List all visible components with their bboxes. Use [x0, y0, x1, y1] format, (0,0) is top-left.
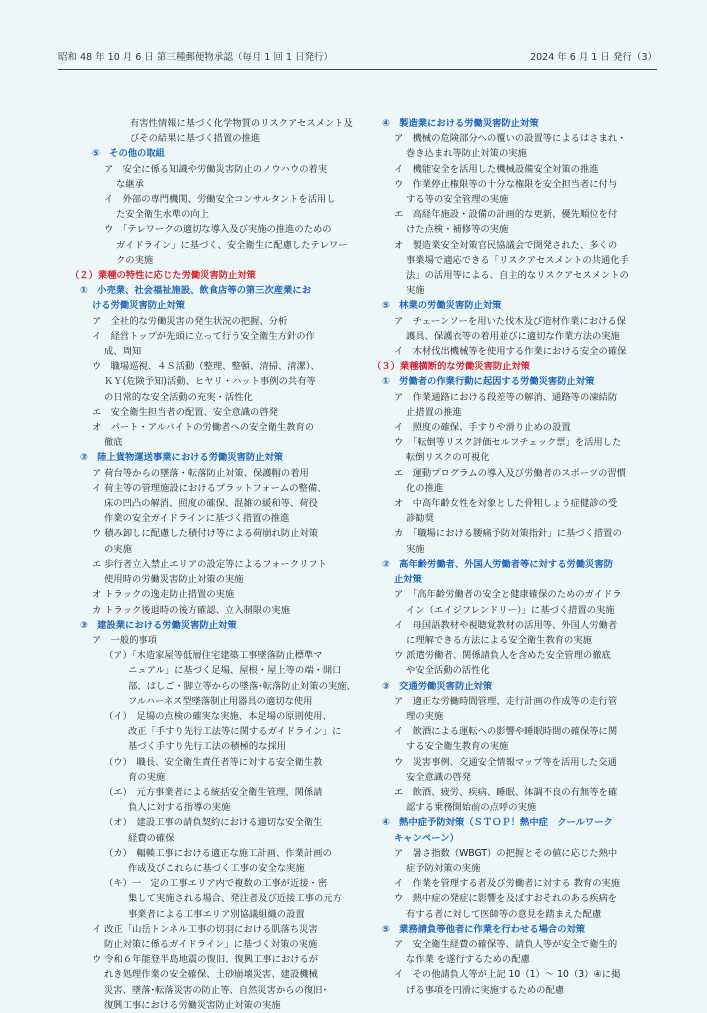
- text-line: 化の推進: [406, 482, 444, 494]
- text-line: （オ） 建設工事の請負契約における適切な安全衛生: [104, 817, 323, 829]
- text-line: 使用時の労働災害防止対策の実施: [104, 574, 244, 586]
- text-line: イ 飲酒による運転への影響や睡眠時間の確保等に関: [394, 726, 618, 738]
- section-heading: ④ 熱中症予防対策（ＳＴＯＰ！熱中症 クールワーク: [382, 817, 613, 829]
- text-line: オ パート・アルバイトの労働者への安全衛生教育の: [92, 422, 315, 434]
- text-line: ア 機械の危険部分への覆いの設置等によるはさまれ・: [394, 133, 627, 145]
- text-line: 理の実施: [406, 710, 444, 722]
- text-line: ア 作業通路における段差等の解消、通路等の凍結防: [394, 391, 618, 403]
- text-line: ウ 職場巡視、４Ｓ活動（整理、整頓、清掃、清潔）、: [92, 361, 320, 373]
- text-line: や安全活動の活性化: [406, 665, 490, 677]
- left-column: [70, 116, 370, 1013]
- text-line: 有害性情報に基づく化学物質のリスクアセスメント及: [130, 118, 353, 129]
- text-line: 作業の安全ガイドラインに基づく措置の推進: [104, 513, 290, 525]
- text-line: ア 適正な労働時間管理、走行計画の作成等の走行管: [394, 695, 618, 707]
- text-line: ウ 「転倒等リスク評価セルフチェック票」を活用した: [394, 437, 622, 449]
- text-line: 作成及びこれらに基づく工事の安全な実施: [128, 862, 305, 874]
- text-line: 防止対策に係るガイドライン」に基づく対策の実施: [104, 938, 318, 950]
- text-line: 巻き込まれ等防止対策の実施: [406, 148, 527, 160]
- text-line: 事業者による工事エリア別協議組織の設置: [128, 908, 305, 920]
- section-heading: ① 小売業、社会福祉施設、飲食店等の第三次産業にお: [80, 285, 311, 297]
- text-line: ガイドライン」に基づく、安全衛生に配慮したテレワー: [116, 239, 348, 251]
- text-line: ニュアル」に基づく足場、屋根・屋上等の端・開口: [128, 665, 342, 677]
- text-line: カ 「職場における腰痛予防対策指針」に基づく措置の: [394, 528, 622, 540]
- text-line: 負人に対する指導の実施: [128, 802, 231, 814]
- text-line: 改正「手すり先行工法等に関するガイドライン」に: [128, 726, 342, 738]
- text-line: エ 飲酒、疲労、疾病、睡眠、体調不良の有無等を確: [394, 786, 618, 798]
- text-line: エ 歩行者立入禁止エリアの設定等によるフォークリフト: [92, 558, 327, 570]
- text-line: 事業場で適応できる「リスクアセスメントの共通化手: [406, 254, 629, 266]
- text-line: 床の凹凸の解消、照度の確保、混雑の緩和等、荷役: [104, 498, 318, 510]
- text-line: 安全意識の啓発: [406, 771, 472, 783]
- text-line: げる事項を円滑に実施するための配慮: [406, 984, 565, 996]
- text-line: 護具、保護衣等の着用並びに適切な作業方法の実施: [406, 330, 620, 342]
- text-line: ア 「高年齢労働者の安全と健康確保のためのガイドラ: [394, 589, 622, 601]
- text-line: する等の安全管理の実施: [406, 194, 509, 206]
- text-line: 成、周知: [104, 346, 142, 358]
- text-line: 法」の活用等による、自主的なリスクアセスメントの: [406, 270, 629, 282]
- text-line: フルハーネス型墜落制止用器具の適切な使用: [128, 695, 313, 707]
- section-heading: ⑤ その他の取組: [92, 148, 165, 160]
- text-line: カ トラック後退時の後方確認、立入制限の実施: [92, 604, 291, 616]
- section-heading: ③ 建設業における労働災害防止対策: [80, 619, 237, 631]
- text-line: オ トラックの逸走防止措置の実施: [92, 589, 235, 601]
- text-line: イ 荷主等の管理施設におけるプラットフォームの整備、: [92, 482, 327, 494]
- text-line: ア 全社的な労働災害の発生状況の把握、分析: [92, 315, 288, 327]
- text-line: ウ 令和６年能登半島地震の復旧、復興工事におけるが: [92, 954, 319, 966]
- text-line: の実施: [104, 543, 132, 555]
- section-heading: ⑤ 林業の労働災害防止対策: [382, 300, 502, 312]
- text-line: オ 製造業安全対策官民協議会で開発された、多くの: [394, 239, 618, 251]
- section-heading: 止対策: [394, 574, 422, 586]
- text-line: イ 木材伐出機械等を使用する作業における安全の確保: [394, 346, 627, 358]
- section-heading: ③ 交通労働災害防止対策: [382, 680, 493, 692]
- text-line: れき処理作業の安全確保、土砂崩壊災害、建設機械: [104, 969, 318, 981]
- text-line: イ 改正「山岳トンネル工事の切羽における肌落ち災害: [92, 923, 318, 935]
- right-column: [372, 116, 672, 998]
- page-header: [58, 50, 657, 66]
- section-heading: （３）業種横断的な労働災害防止対策: [372, 361, 531, 373]
- text-line: 徹底: [104, 437, 123, 449]
- header-publication-info: 昭和 48 年 10 月 6 日 第三種郵便物承認（毎月 1 回 1 日発行）: [58, 52, 334, 63]
- text-line: ウ 熱中症の発症に影響を及ぼすおそれのある疾病を: [394, 893, 618, 905]
- text-line: けた点検・補修等の実施: [406, 224, 509, 236]
- text-line: な継承: [116, 178, 144, 190]
- section-heading: ① 労働者の作業行動に起因する労働災害防止対策: [382, 376, 595, 388]
- text-line: 症予防対策の実施: [406, 862, 481, 874]
- text-line: 止措置の推進: [406, 406, 462, 418]
- text-line: た安全衛生水準の向上: [116, 209, 209, 221]
- text-line: イン（エイジフレンドリー）」に基づく措置の実施: [406, 604, 615, 616]
- text-line: イ 機能安全を活用した機械設備安全対策の推進: [394, 163, 599, 175]
- text-line: クの実施: [116, 254, 154, 266]
- text-line: 実施: [406, 543, 425, 555]
- text-line: ウ 「テレワークの適切な導入及び実施の推進のための: [104, 224, 332, 236]
- text-line: 有する者に対して医師等の意見を踏まえた配慮: [406, 908, 602, 920]
- text-line: する安全衛生教育の実施: [406, 741, 509, 753]
- text-line: イ その他請負人等が上記 10（1）～ 10（3）④に掲: [394, 969, 621, 981]
- text-line: の日常的な安全活動の充実・活性化: [104, 391, 253, 403]
- text-line: 経費の確保: [128, 832, 175, 844]
- text-line: エ 安全衛生担当者の配置、安全意識の啓発: [92, 406, 278, 418]
- text-line: ア チェーンソーを用いた伐木及び造材作業における保: [394, 315, 626, 327]
- section-heading: ける労働災害防止対策: [92, 300, 185, 312]
- text-line: エ 高経年施設・設備の計画的な更新、優先順位を付: [394, 209, 618, 221]
- text-line: ア 一般的事項: [92, 634, 158, 646]
- section-heading: （２）業種の特性に応じた労働災害防止対策: [70, 270, 256, 282]
- section-heading: ② 陸上貨物運送事業における労働災害防止対策: [80, 452, 284, 464]
- text-line: イ 作業を管理する者及び労働者に対する 教育の実施: [394, 878, 621, 890]
- section-heading: ④ 製造業における労働災害防止対策: [382, 118, 539, 129]
- text-line: イ 外部の専門機関、労働安全コンサルタントを活用し: [104, 194, 336, 206]
- text-line: （カ） 輻輳工事における適正な施工計画、作業計画の: [104, 847, 332, 859]
- text-line: に理解できる方法による安全衛生教育の実施: [406, 634, 592, 646]
- text-line: 実施: [406, 285, 425, 297]
- text-line: ア 荷台等からの墜落・転落防止対策、保護帽の着用: [92, 467, 309, 479]
- text-line: イ 経営トップが先頭に立って行う安全衛生方針の作: [92, 330, 315, 342]
- text-line: ア 暑さ指数（WBGT）の把握とその値に応じた熱中: [394, 847, 618, 859]
- text-line: エ 運動プログラムの導入及び労働者のスポーツの習慣: [394, 467, 626, 479]
- text-line: ア 安全に係る知識や労働災害防止のノウハウの着実: [104, 163, 328, 175]
- text-line: イ 照度の確保、手すりや滑り止めの設置: [394, 422, 571, 434]
- text-line: （ア）「木造家屋等低層住宅建築工事墜落防止標準マ: [104, 650, 323, 662]
- text-line: （イ） 足場の点検の確実な実施、本足場の原則使用、: [104, 710, 332, 722]
- text-line: ウ 派遣労働者、関係請負人を含めた安全管理の徹底: [394, 650, 611, 662]
- header-divider: [58, 69, 657, 70]
- text-line: （キ）一 定の工事エリア内で複数の工事が近接・密: [104, 878, 328, 890]
- text-line: 集して実施される場合、発注者及び近接工事の元方: [128, 893, 342, 905]
- text-line: （エ） 元方事業者による統括安全衛生管理、関係請: [104, 786, 323, 798]
- text-line: 災害、墜落･転落災害の防止等、自然災害からの復旧･: [104, 984, 328, 996]
- text-line: ア 安全衛生経費の確保等、請負人等が安全で衛生的: [394, 938, 618, 950]
- text-line: 診勧奨: [406, 513, 434, 525]
- text-line: 部、はしご・脚立等からの墜落･転落防止対策の実施、: [128, 680, 356, 692]
- text-line: ＫＹ(危険予知)活動、ヒヤリ・ハット事例の共有等: [104, 376, 316, 388]
- header-issue-date: 2024 年 6 月 1 日 発行（3）: [530, 52, 657, 63]
- text-line: イ 母国語教材や視聴覚教材の活用等、外国人労働者: [394, 619, 618, 631]
- section-heading: ⑤ 業務請負等他者に作業を行わせる場合の対策: [382, 923, 586, 935]
- text-line: 転倒リスクの可視化: [406, 452, 490, 464]
- text-line: ウ 積み卸しに配慮した積付け等による荷崩れ防止対策: [92, 528, 319, 540]
- text-line: （ウ） 職長、安全衛生責任者等に対する安全衛生教: [104, 756, 323, 768]
- text-line: 復興工事における労働災害防止対策の実施: [104, 999, 281, 1011]
- text-line: 育の実施: [128, 771, 166, 783]
- text-line: 認する乗務開始前の点呼の実施: [406, 802, 537, 814]
- text-line: な作業 を遂行するための配慮: [406, 954, 530, 966]
- text-line: オ 中高年齢女性を対象とした骨粗しょう症健診の受: [394, 498, 618, 510]
- section-heading: ② 高年齢労働者、外国人労働者等に対する労働災害防: [382, 558, 613, 570]
- section-heading: キャンペーン）: [394, 832, 459, 844]
- text-line: びその結果に基づく措置の推進: [130, 133, 261, 145]
- text-line: ウ 作業停止権限等の十分な権限を安全担当者に付与: [394, 178, 618, 190]
- text-line: ウ 災害事例、交通安全情報マップ等を活用した交通: [394, 756, 617, 768]
- text-line: 基づく手すり先行工法の積極的な採用: [128, 741, 287, 753]
